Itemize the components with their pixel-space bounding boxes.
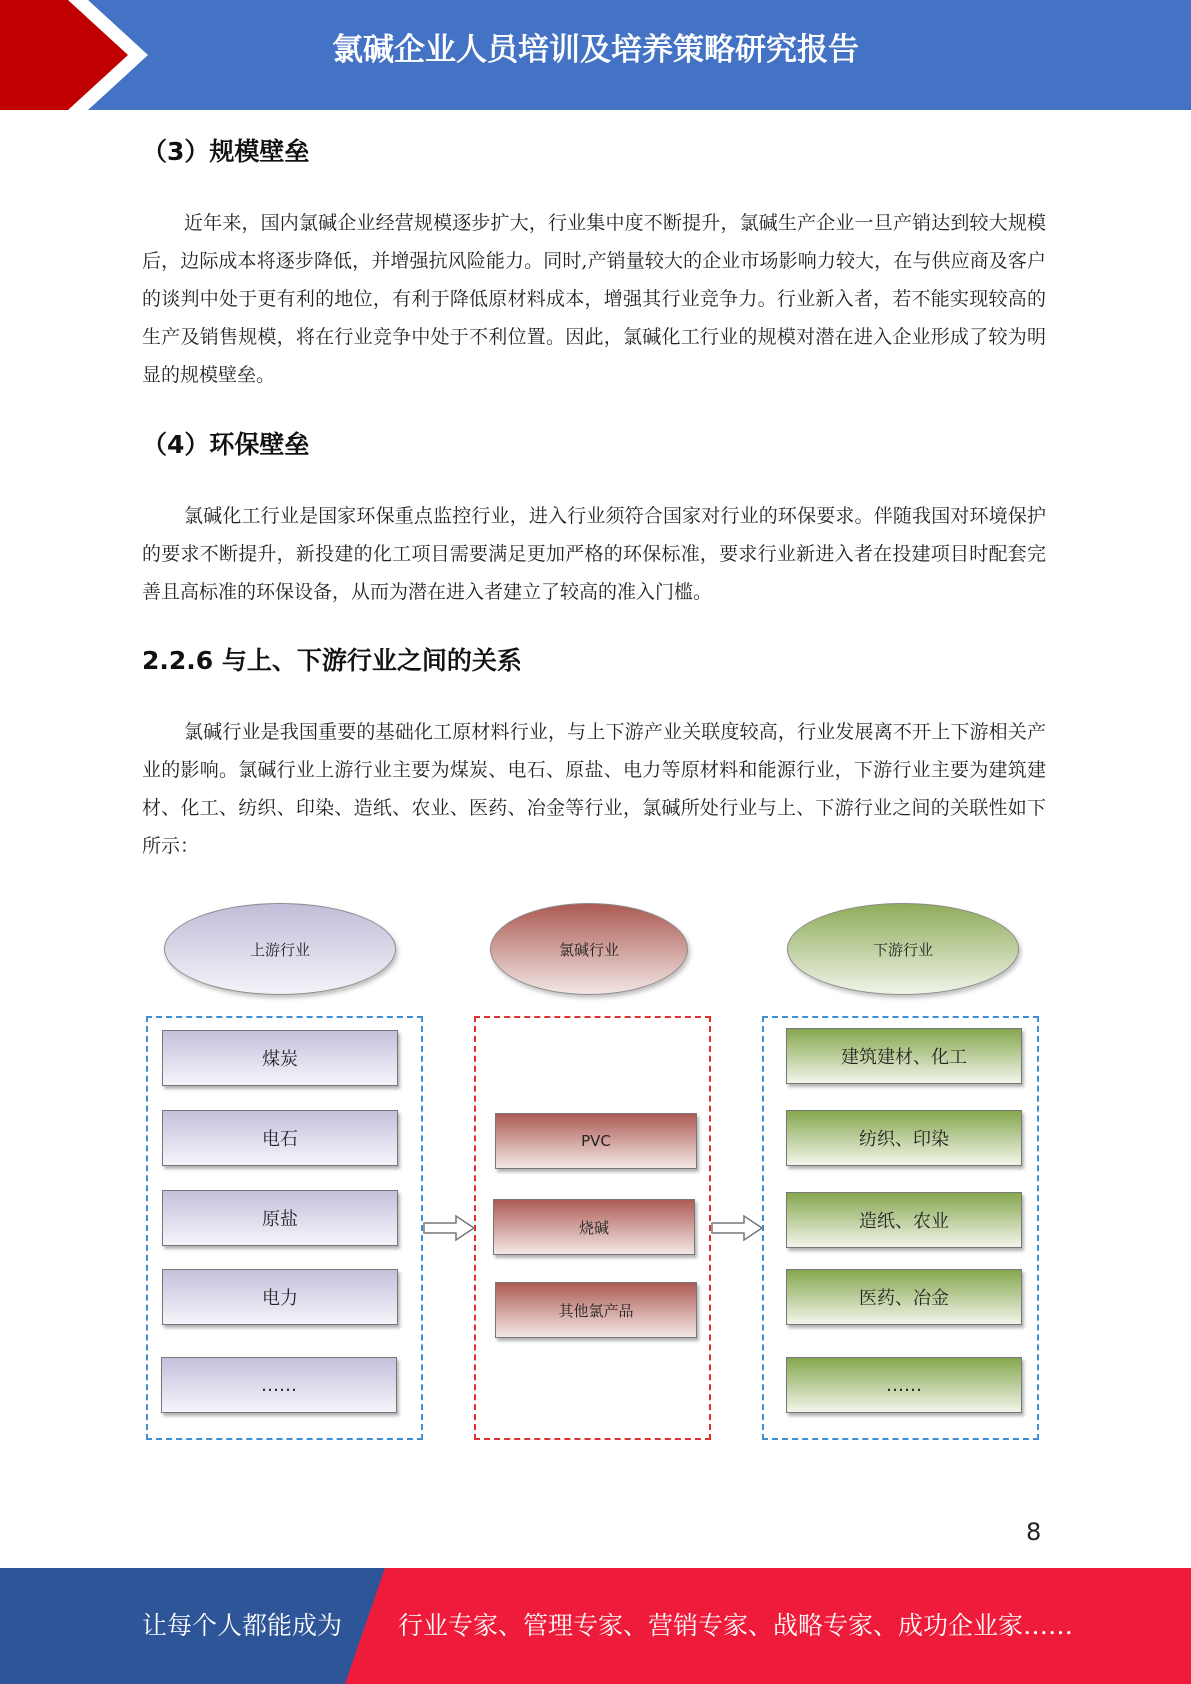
footer-slogan-right: 行业专家、管理专家、营销专家、战略专家、成功企业家…… [398,1611,1074,1640]
downstream-item: …… [786,1357,1022,1413]
upstream-ellipse: 上游行业 [164,903,396,995]
page-number: 8 [1026,1518,1042,1546]
paragraph-env-barrier: 氯碱化工行业是国家环保重点监控行业，进入行业须符合国家对行业的环保要求。伴随我国对环境保护的要求不断提升，新投建的化工项目需要满足更加严格的环保标准，要求行业新进入者在投建项目时配套完善且高标准的环保设备，从而为潜在进入者建立了较高的准入门槛。 [142,505,1046,603]
document-title: 氯碱企业人员培训及培养策略研究报告 [332,32,859,68]
downstream-item: 医药、冶金 [786,1269,1022,1325]
upstream-item: 电力 [162,1269,398,1325]
chlor-alkali-ellipse: 氯碱行业 [490,903,688,995]
downstream-item: 建筑建材、化工 [786,1028,1022,1084]
paragraph-relation: 氯碱行业是我国重要的基础化工原材料行业，与上下游产业关联度较高，行业发展离不开上下游相关产业的影响。氯碱行业上游行业主要为煤炭、电石、原盐、电力等原材料和能源行业，下游行业主要为建筑建材、化工、纺织、印染、造纸、农业、医药、冶金等行业，氯碱所处行业与上、下游行业之间的关联性如下所示： [142,721,1046,857]
upstream-item: 原盐 [162,1190,398,1246]
upstream-item: 电石 [162,1110,398,1166]
upstream-item: …… [161,1357,397,1413]
downstream-ellipse: 下游行业 [787,903,1019,995]
downstream-item: 造纸、农业 [786,1192,1022,1248]
page-header [0,0,1191,110]
industry-relation-diagram [140,895,1050,1455]
section-heading-env-barrier: （4）环保壁垒 [142,430,310,459]
section-heading-relation: 2.2.6 与上、下游行业之间的关系 [142,646,522,675]
upstream-item: 煤炭 [162,1030,398,1086]
chlor-alkali-to-downstream-arrow-icon [710,1213,766,1243]
paragraph-scale-barrier: 近年来，国内氯碱企业经营规模逐步扩大，行业集中度不断提升，氯碱生产企业一旦产销达到较大规模后，边际成本将逐步降低，并增强抗风险能力。同时,产销量较大的企业市场影响力较大，在与供应商及客户的谈判中处于更有利的地位，有利于降低原材料成本，增强其行业竞争力。行业新入者，若不能实现较高的生产及销售规模，将在行业竞争中处于不利位置。因此，氯碱化工行业的规模对潜在进入企业形成了较为明显的规模壁垒。 [142,212,1046,386]
chlor-alkali-item: 烧碱 [493,1199,695,1255]
footer-slogan-left: 让每个人都能成为 [142,1611,343,1640]
chlor-alkali-item: PVC [495,1113,697,1169]
section-heading-scale-barrier: （3）规模壁垒 [142,137,310,166]
upstream-to-chlor-alkali-arrow-icon [422,1213,478,1243]
page-footer [0,1568,1191,1684]
chlor-alkali-item: 其他氯产品 [495,1282,697,1338]
downstream-item: 纺织、印染 [786,1110,1022,1166]
